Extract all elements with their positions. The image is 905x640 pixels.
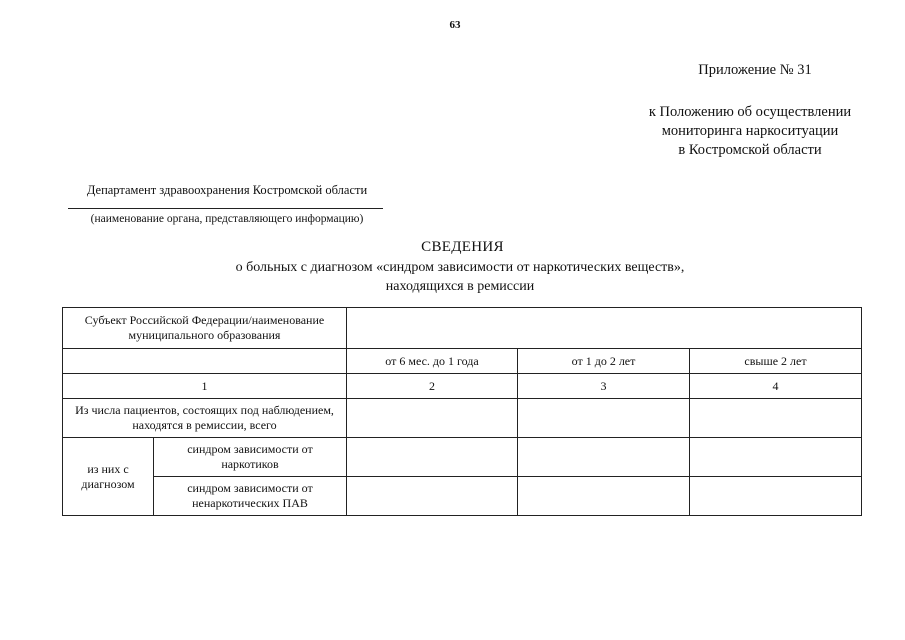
subject-value-cell[interactable] [347, 308, 862, 349]
page-number: 63 [449, 19, 461, 31]
table-row [63, 477, 862, 516]
data-cell[interactable] [690, 438, 862, 477]
empty-header-cell [63, 349, 347, 374]
total-row-label: Из числа пациентов, состоящих под наблюдением, находятся в ремиссии, всего [63, 399, 347, 438]
organization-caption: (наименование органа, представляющего информацию) [90, 213, 364, 225]
data-cell[interactable] [690, 399, 862, 438]
column-number-cell: 4 [690, 374, 862, 399]
reference-line: к Положению об осуществлении [648, 104, 852, 120]
of-them-label: из них с диагнозом [63, 438, 154, 516]
data-cell[interactable] [518, 399, 690, 438]
period-header-cell: от 1 до 2 лет [518, 349, 690, 374]
remission-table [62, 307, 862, 516]
data-cell[interactable] [347, 477, 518, 516]
period-header-cell: от 6 мес. до 1 года [347, 349, 518, 374]
data-cell[interactable] [518, 438, 690, 477]
diagnosis-label: синдром зависимости от наркотиков [154, 438, 347, 477]
subject-header-cell: Субъект Российской Федерации/наименование муниципального образования [63, 308, 347, 349]
subtitle-line: о больных с диагнозом «синдром зависимости от наркотических веществ», [235, 260, 685, 275]
column-number-cell: 1 [63, 374, 347, 399]
diagnosis-label: синдром зависимости от ненаркотических ПАВ [154, 477, 347, 516]
document-title: СВЕДЕНИЯ [421, 239, 504, 255]
table-row [63, 438, 862, 477]
period-header-cell: свыше 2 лет [690, 349, 862, 374]
subtitle-line: находящихся в ремиссии [385, 279, 535, 294]
regulation-reference [600, 103, 900, 160]
organization-name: Департамент здравоохранения Костромской области [86, 183, 368, 197]
table-row [63, 308, 862, 349]
column-number-cell: 3 [518, 374, 690, 399]
data-cell[interactable] [347, 438, 518, 477]
appendix-title: Приложение № 31 [698, 62, 812, 78]
table-row [63, 374, 862, 399]
column-number-cell: 2 [347, 374, 518, 399]
organization-underline [68, 208, 383, 209]
reference-line: мониторинга наркоситуации [661, 123, 839, 139]
data-cell[interactable] [518, 477, 690, 516]
table-row [63, 349, 862, 374]
reference-line: в Костромской области [678, 142, 822, 158]
document-subtitle [160, 258, 760, 296]
table-row [63, 399, 862, 438]
data-cell[interactable] [347, 399, 518, 438]
data-cell[interactable] [690, 477, 862, 516]
